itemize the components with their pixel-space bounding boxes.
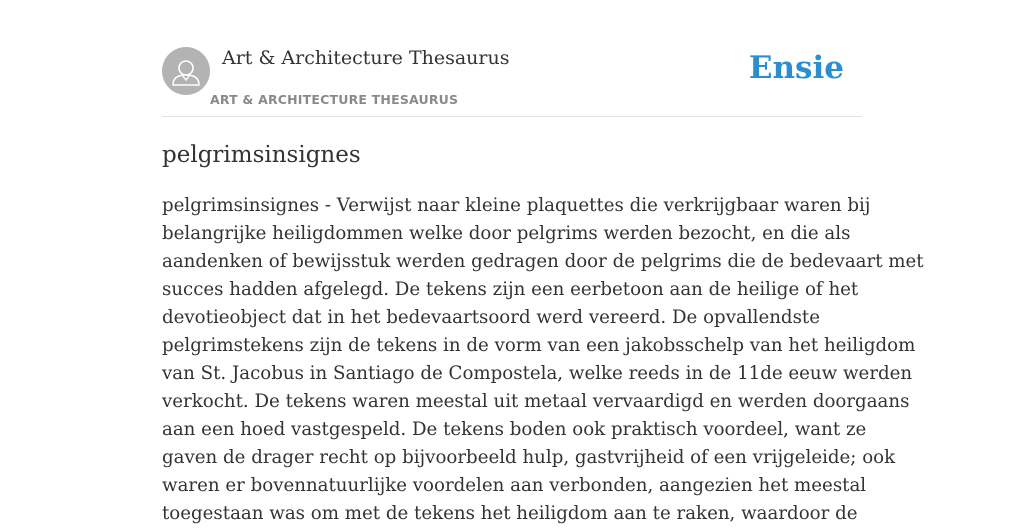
body-line: belangrijke heiligdommen welke door pelgrims werden bezocht, en die als	[162, 223, 851, 244]
article-body	[162, 192, 924, 528]
source-label[interactable]: ART & ARCHITECTURE THESAURUS	[210, 92, 459, 107]
body-line: gaven de drager recht op bijvoorbeeld hulp, gastvrijheid of een vrijgeleide; ook	[162, 447, 896, 468]
header	[162, 0, 862, 117]
body-line: devotieobject dat in het bedevaartsoord werd vereerd. De opvallendste	[162, 307, 820, 328]
page-title: pelgrimsinsignes	[162, 142, 361, 168]
body-line: pelgrimstekens zijn de tekens in de vorm van een jakobsschelp van het heiligdom	[162, 335, 916, 356]
body-line: aan een hoed vastgespeld. De tekens boden ook praktisch voordeel, want ze	[162, 419, 867, 440]
body-line: succes hadden afgelegd. De tekens zijn een eerbetoon aan de heilige of het	[162, 279, 859, 300]
author-name[interactable]: Art & Architecture Thesaurus	[222, 47, 510, 69]
body-line: toegestaan was om met de tekens het heiligdom aan te raken, waardoor de	[162, 503, 858, 524]
body-line: aandenken of bewijsstuk werden gedragen door de pelgrims die de bedevaart met	[162, 251, 924, 272]
brand-logo[interactable]: Ensie	[748, 50, 844, 86]
body-line: van St. Jacobus in Santiago de Compostela, welke reeds in de 11de eeuw werden	[162, 363, 913, 384]
body-line: waren er bovennatuurlijke voordelen aan verbonden, aangezien het meestal	[162, 475, 867, 496]
author-avatar[interactable]	[162, 47, 210, 95]
body-line: verkocht. De tekens waren meestal uit metaal vervaardigd en werden doorgaans	[162, 391, 910, 412]
body-line: pelgrimsinsignes - Verwijst naar kleine plaquettes die verkrijgbaar waren bij	[162, 195, 871, 216]
user-avatar-icon	[162, 47, 210, 95]
